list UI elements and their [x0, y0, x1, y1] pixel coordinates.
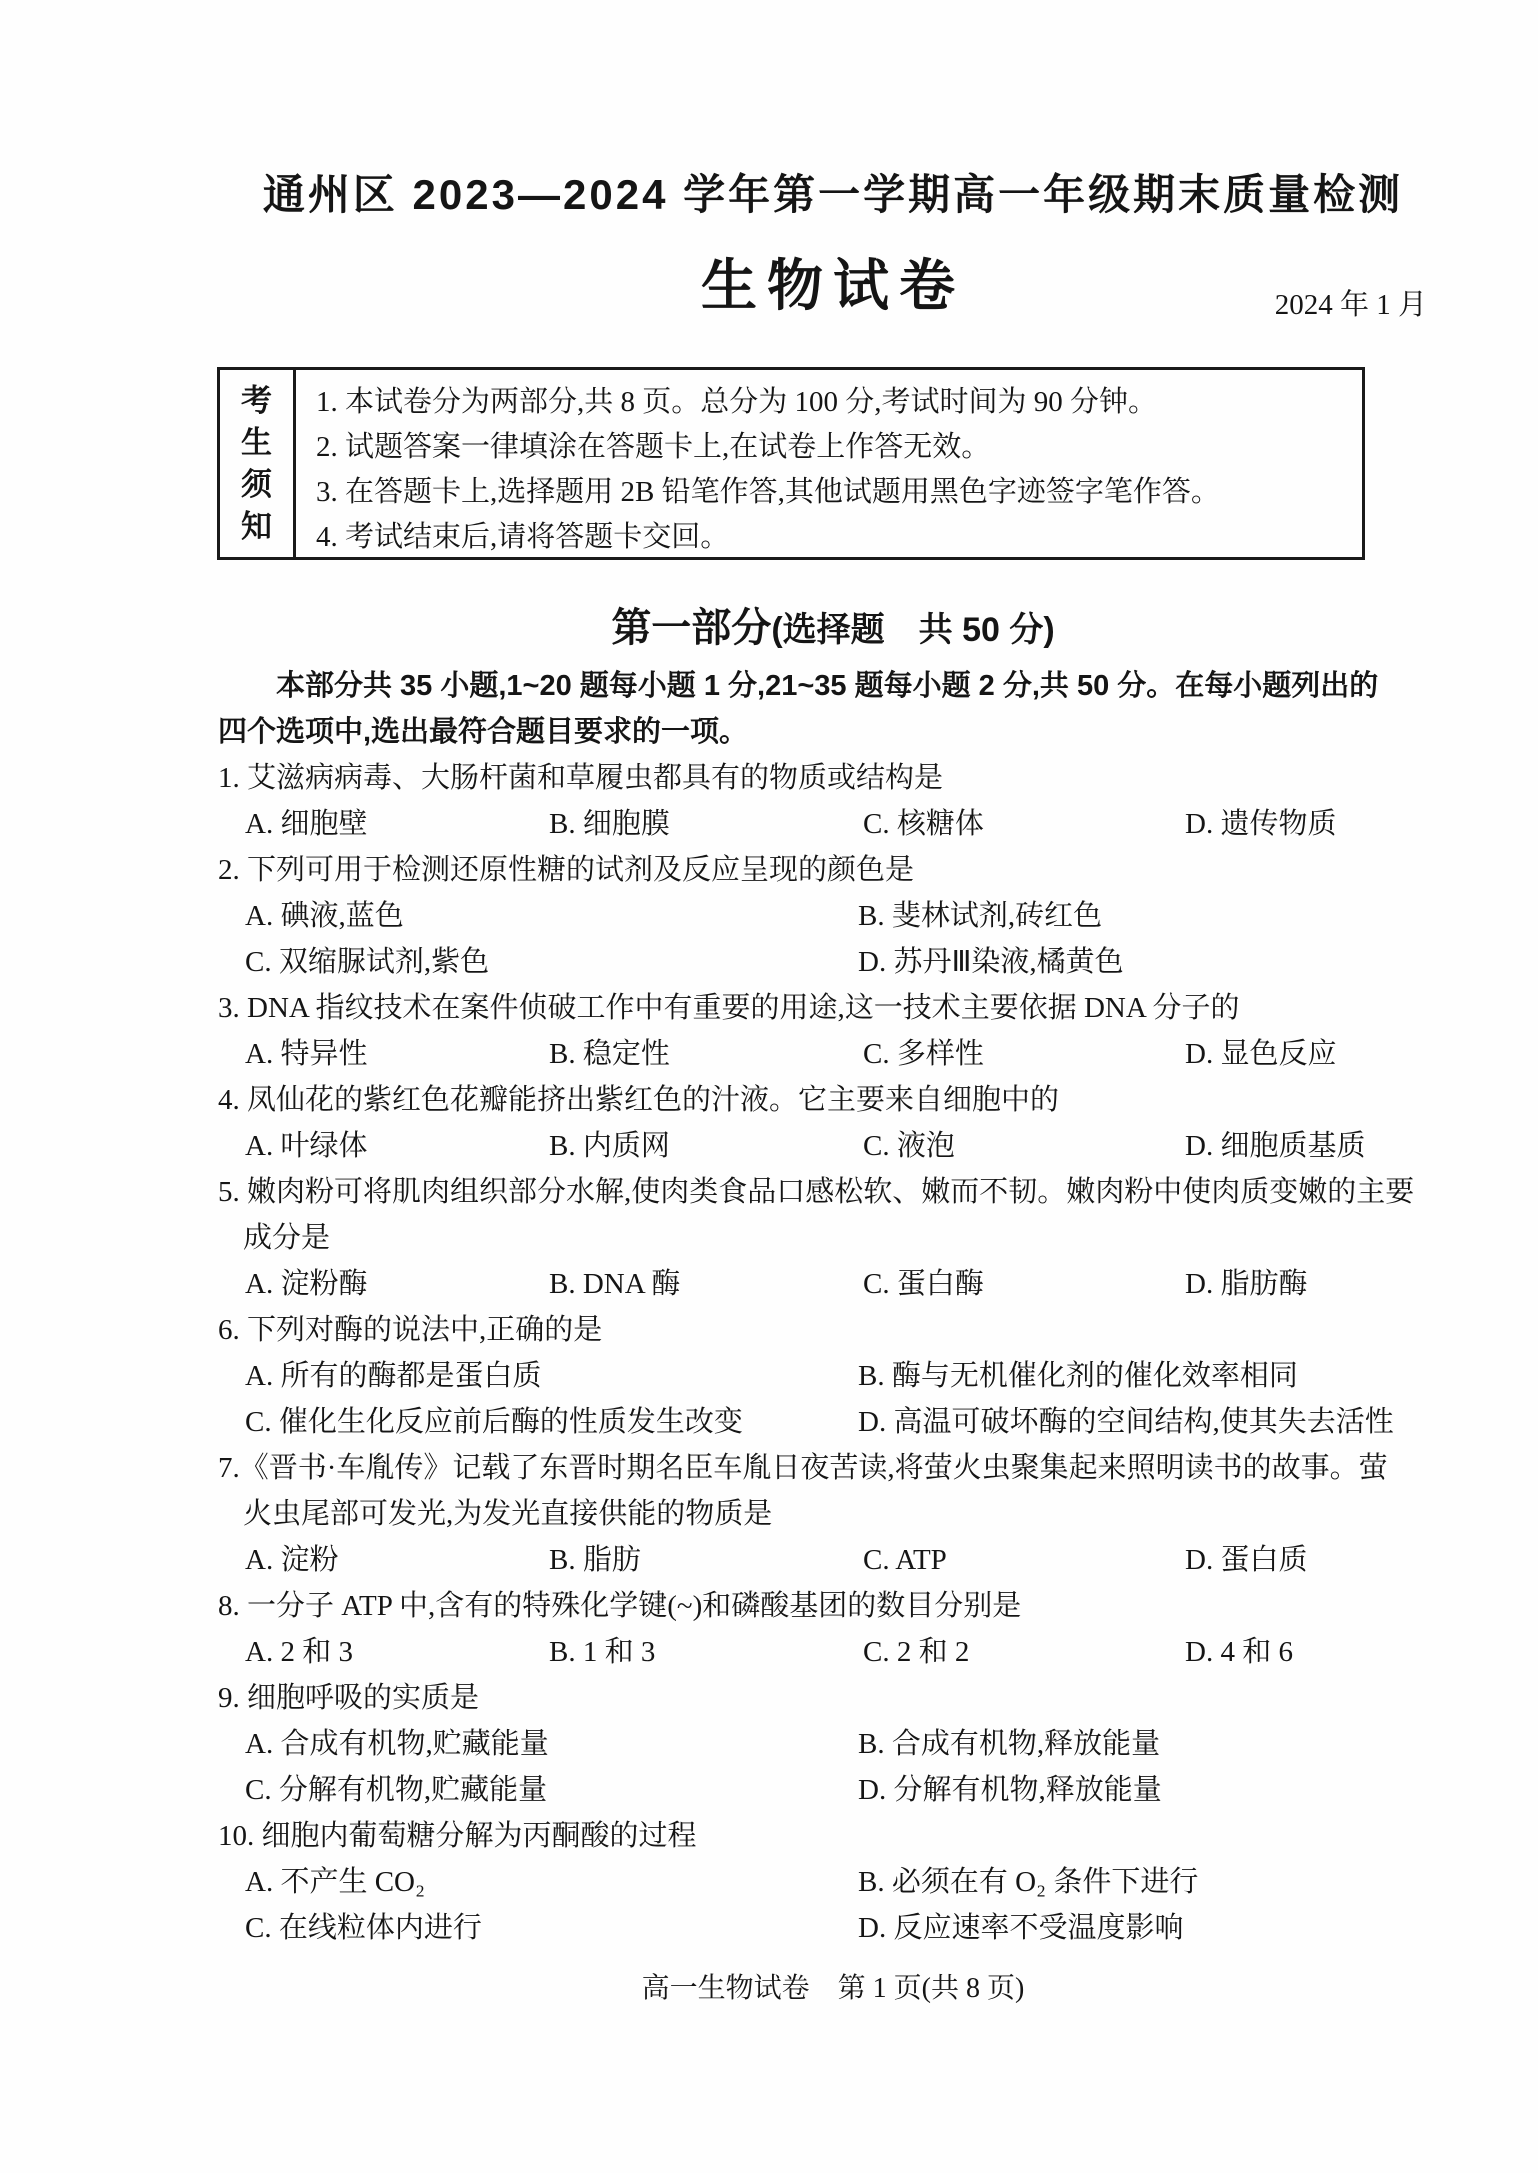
question-9-option-c: C. 分解有机物,贮藏能量 [245, 1774, 548, 1806]
question-1-option-a: A. 细胞壁 [245, 808, 368, 840]
section-heading [218, 596, 1448, 653]
question-10-stem: 10. 细胞内葡萄糖分解为丙酮酸的过程 [218, 1820, 697, 1852]
question-9 [218, 1675, 1448, 1813]
question-8-option-a: A. 2 和 3 [245, 1636, 353, 1668]
section-heading-main: 第一部分 [611, 606, 772, 650]
question-4-stem: 4. 凤仙花的紫红色花瓣能挤出紫红色的汁液。它主要来自细胞中的 [218, 1084, 1060, 1116]
question-2 [218, 847, 1448, 985]
question-6-stem: 6. 下列对酶的说法中,正确的是 [218, 1314, 603, 1346]
section-intro-line-1: 本部分共 35 小题,1~20 题每小题 1 分,21~35 题每小题 2 分,共 50 分。在每小题列出的 [276, 670, 1379, 702]
question-5 [218, 1169, 1448, 1307]
question-8-option-c: C. 2 和 2 [863, 1636, 970, 1668]
question-7-stem-cont: 火虫尾部可发光,为发光直接供能的物质是 [243, 1498, 773, 1530]
notice-item-3: 3. 在答题卡上,选择题用 2B 铅笔作答,其他试题用黑色字迹签字笔作答。 [316, 476, 1220, 508]
question-4-option-c: C. 液泡 [863, 1130, 955, 1162]
question-7-option-d: D. 蛋白质 [1185, 1544, 1308, 1576]
question-7-option-c: C. ATP [863, 1544, 947, 1576]
question-9-option-d: D. 分解有机物,释放能量 [858, 1774, 1162, 1806]
question-4 [218, 1077, 1448, 1169]
question-6 [218, 1307, 1448, 1445]
question-7-option-b: B. 脂肪 [549, 1544, 641, 1576]
question-3-option-d: D. 显色反应 [1185, 1038, 1337, 1070]
question-10-option-b: B. 必须在有 O₂ 条件下进行 [858, 1866, 1199, 1898]
question-2-option-b: B. 斐林试剂,砖红色 [858, 900, 1103, 932]
question-3-option-c: C. 多样性 [863, 1038, 984, 1070]
question-3-option-a: A. 特异性 [245, 1038, 368, 1070]
question-10-option-d: D. 反应速率不受温度影响 [858, 1912, 1184, 1944]
question-2-option-c: C. 双缩脲试剂,紫色 [245, 946, 490, 978]
question-7 [218, 1445, 1448, 1583]
questions-area [218, 663, 1448, 1951]
question-3 [218, 985, 1448, 1077]
question-3-stem: 3. DNA 指纹技术在案件侦破工作中有重要的用途,这一技术主要依据 DNA 分子的 [218, 992, 1240, 1024]
exam-subject-title: 生物试卷 [701, 254, 965, 317]
notice-label-char: 考 [241, 383, 272, 418]
section-intro-line-2: 四个选项中,选出最符合题目要求的一项。 [218, 716, 749, 748]
question-6-option-d: D. 高温可破坏酶的空间结构,使其失去活性 [858, 1406, 1394, 1438]
question-2-option-d: D. 苏丹Ⅲ染液,橘黄色 [858, 946, 1124, 978]
question-5-stem: 5. 嫩肉粉可将肌肉组织部分水解,使肉类食品口感松软、嫩而不韧。嫩肉粉中使肉质变嫩的主要 [218, 1176, 1415, 1208]
question-4-option-b: B. 内质网 [549, 1130, 670, 1162]
question-5-option-d: D. 脂肪酶 [1185, 1268, 1308, 1300]
question-7-option-a: A. 淀粉 [245, 1544, 339, 1576]
notice-item-4: 4. 考试结束后,请将答题卡交回。 [316, 521, 730, 553]
page-footer: 高一生物试卷 第 1 页(共 8 页) [641, 1973, 1025, 2004]
question-3-option-b: B. 稳定性 [549, 1038, 670, 1070]
question-5-option-c: C. 蛋白酶 [863, 1268, 984, 1300]
notice-body [296, 370, 1362, 557]
question-7-stem: 7.《晋书·车胤传》记载了东晋时期名臣车胤日夜苦读,将萤火虫聚集起来照明读书的故事。萤 [218, 1452, 1388, 1484]
question-5-option-a: A. 淀粉酶 [245, 1268, 368, 1300]
question-1 [218, 755, 1448, 847]
question-10-option-a: A. 不产生 CO₂ [245, 1866, 426, 1898]
question-10-option-c: C. 在线粒体内进行 [245, 1912, 482, 1944]
question-1-option-b: B. 细胞膜 [549, 808, 670, 840]
question-9-option-a: A. 合成有机物,贮藏能量 [245, 1728, 549, 1760]
question-1-stem: 1. 艾滋病病毒、大肠杆菌和草履虫都具有的物质或结构是 [218, 762, 944, 794]
exam-title: 通州区 2023—2024 学年第一学期高一年级期末质量检测 [262, 171, 1404, 218]
exam-date: 2024 年 1 月 [1274, 289, 1427, 321]
question-2-option-a: A. 碘液,蓝色 [245, 900, 404, 932]
question-6-option-b: B. 酶与无机催化剂的催化效率相同 [858, 1360, 1298, 1392]
notice-item-2: 2. 试题答案一律填涂在答题卡上,在试卷上作答无效。 [316, 431, 991, 463]
question-10 [218, 1813, 1448, 1951]
question-1-option-c: C. 核糖体 [863, 808, 984, 840]
question-8 [218, 1583, 1448, 1675]
notice-label-char: 生 [241, 425, 272, 460]
section-heading-sub: (选择题 共 50 分) [771, 611, 1055, 649]
question-8-option-b: B. 1 和 3 [549, 1636, 656, 1668]
notice-label [220, 370, 296, 557]
question-4-option-a: A. 叶绿体 [245, 1130, 368, 1162]
question-8-option-d: D. 4 和 6 [1185, 1636, 1293, 1668]
question-8-stem: 8. 一分子 ATP 中,含有的特殊化学键(~)和磷酸基团的数目分别是 [218, 1590, 1022, 1622]
question-4-option-d: D. 细胞质基质 [1185, 1130, 1366, 1162]
question-1-option-d: D. 遗传物质 [1185, 808, 1337, 840]
notice-item-1: 1. 本试卷分为两部分,共 8 页。总分为 100 分,考试时间为 90 分钟。 [316, 386, 1158, 418]
notice-box [217, 367, 1365, 560]
question-9-option-b: B. 合成有机物,释放能量 [858, 1728, 1161, 1760]
notice-label-char: 须 [241, 467, 272, 502]
notice-label-char: 知 [241, 509, 272, 544]
question-2-stem: 2. 下列可用于检测还原性糖的试剂及反应呈现的颜色是 [218, 854, 915, 886]
question-5-option-b: B. DNA 酶 [549, 1268, 681, 1300]
question-6-option-c: C. 催化生化反应前后酶的性质发生改变 [245, 1406, 743, 1438]
question-6-option-a: A. 所有的酶都是蛋白质 [245, 1360, 542, 1392]
question-5-stem-cont: 成分是 [243, 1222, 331, 1254]
question-9-stem: 9. 细胞呼吸的实质是 [218, 1682, 480, 1714]
